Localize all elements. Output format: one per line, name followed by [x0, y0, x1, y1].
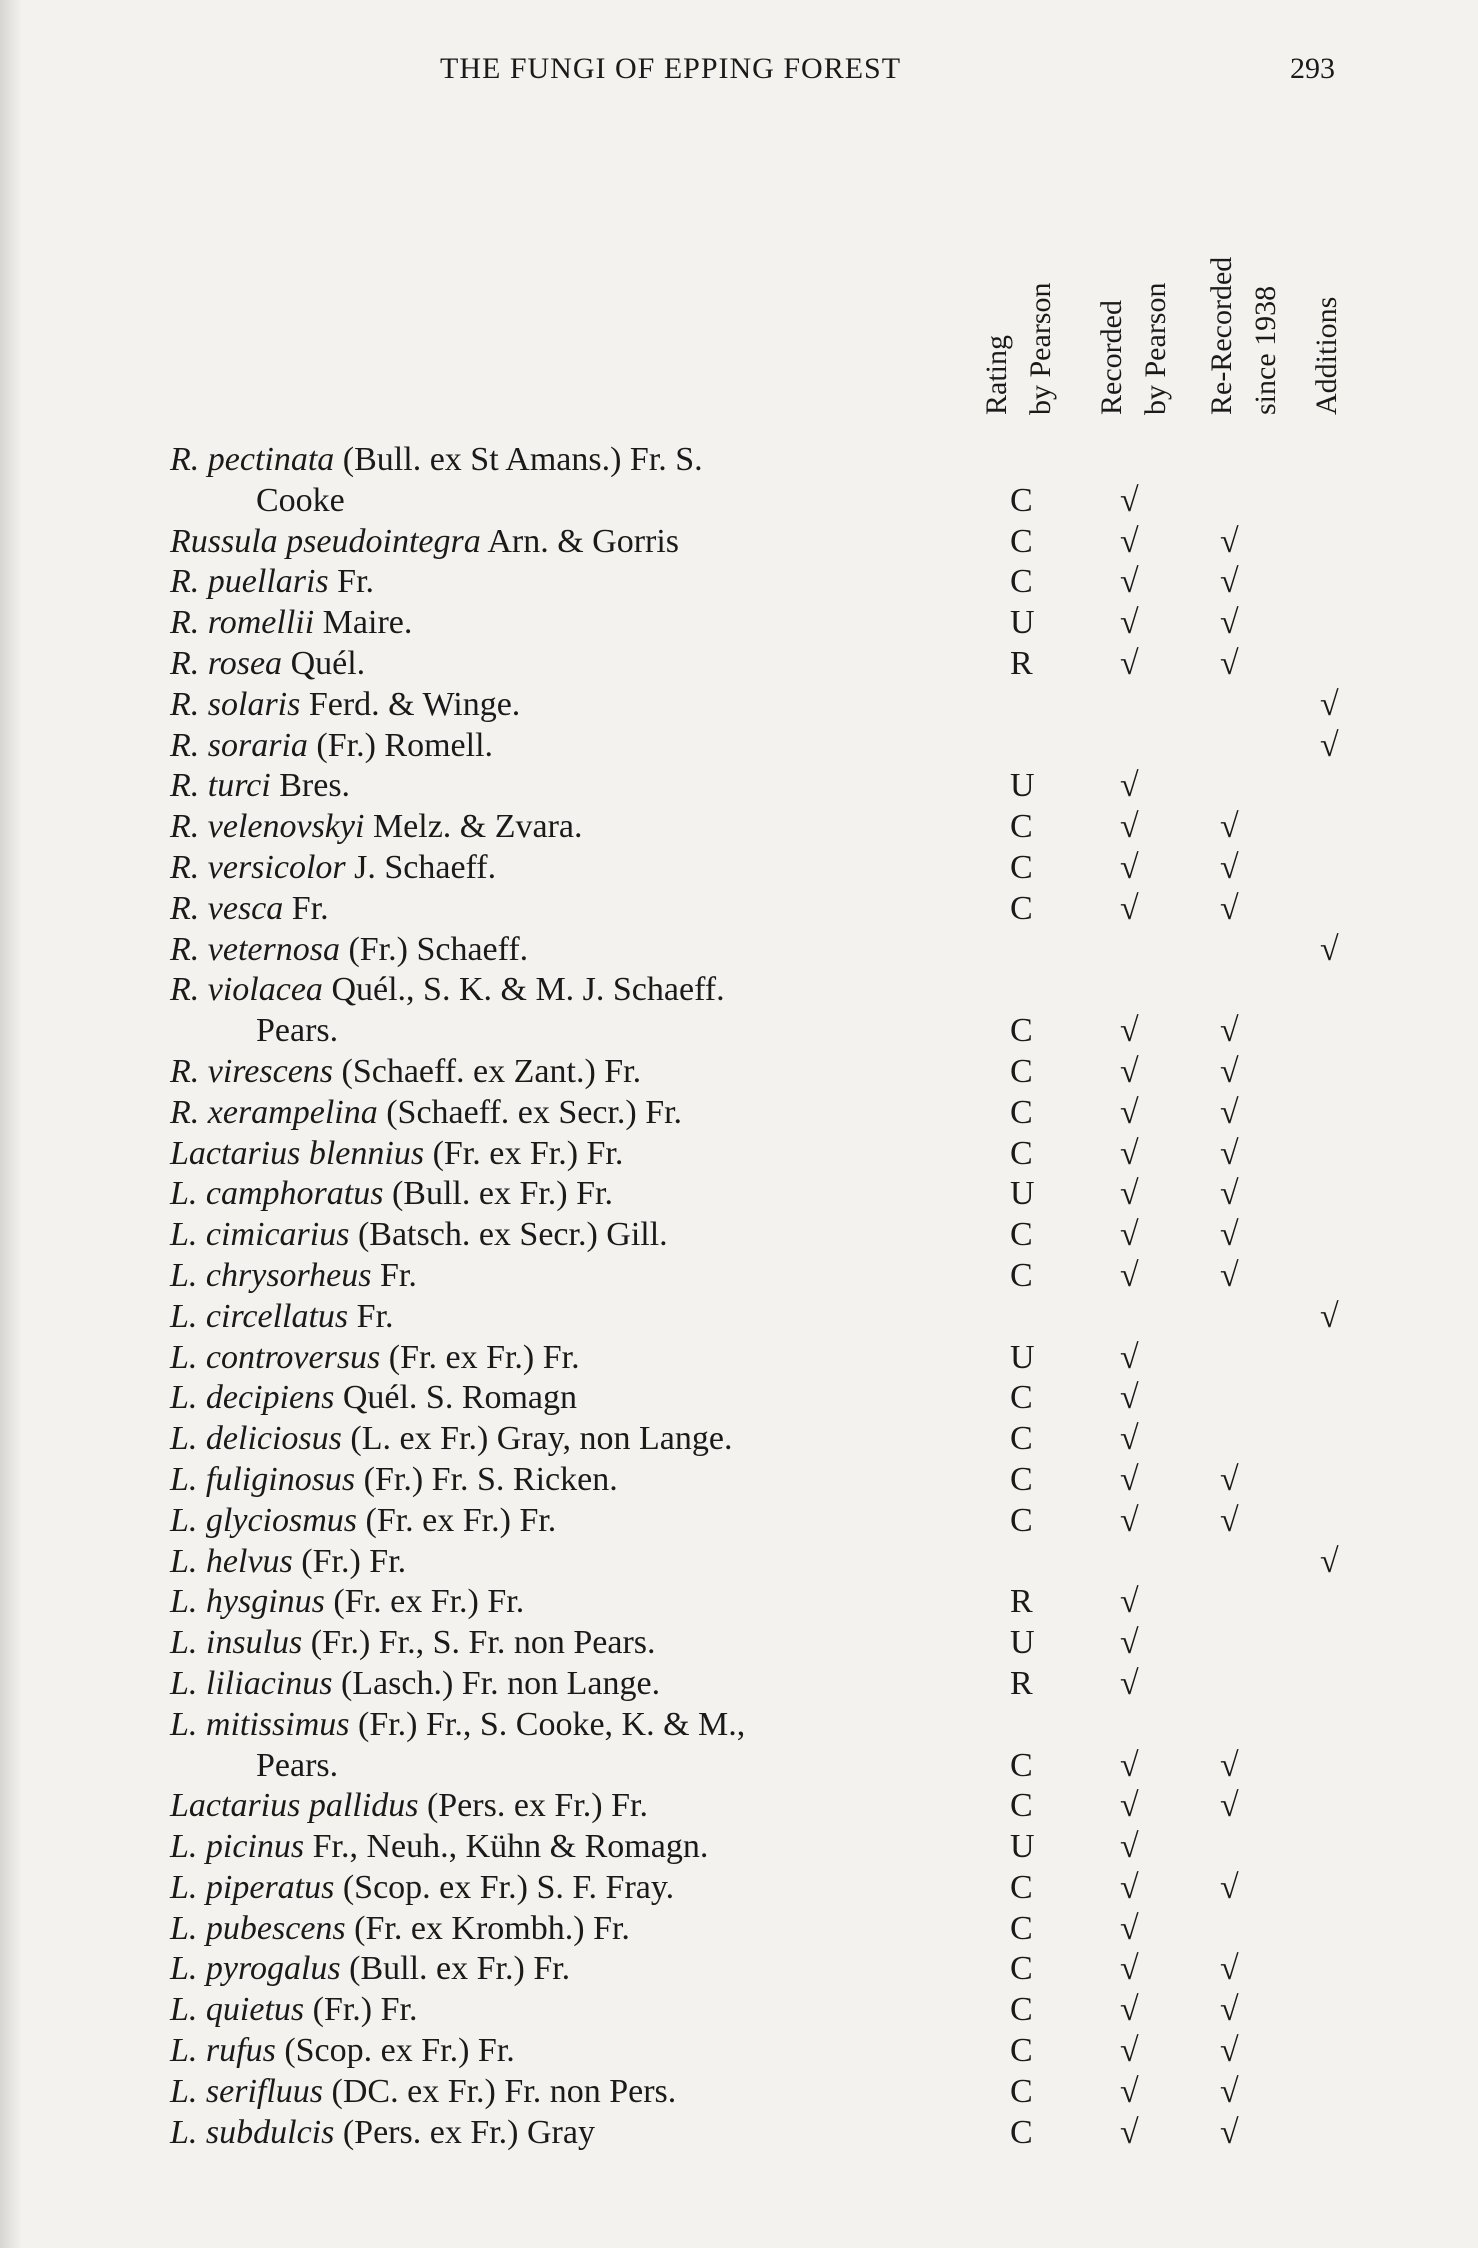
recorded-check: √: [1120, 848, 1139, 886]
table-row: [170, 1868, 1380, 1909]
species-authority: Quél. S. Romagn: [334, 1379, 578, 1417]
species-name: [170, 889, 329, 930]
rating-mark: C: [1010, 1460, 1033, 1498]
species-authority: (L. ex Fr.) Gray, non Lange.: [341, 1420, 733, 1458]
recorded-check: √: [1120, 1868, 1139, 1906]
species-name: [170, 2113, 595, 2154]
species-name: [170, 1582, 524, 1623]
table-row: [170, 1174, 1380, 1215]
species-name: [170, 1623, 656, 1664]
table-row: [170, 1052, 1380, 1093]
rerecorded-check: √: [1220, 522, 1239, 560]
species-authority: (Fr.) Fr., S. Fr. non Pears.: [302, 1624, 656, 1662]
table-row: [170, 440, 1380, 481]
species-authority: (Batsch. ex Secr.) Gill.: [349, 1216, 668, 1254]
species-authority: (Fr. ex Fr.) Fr.: [380, 1338, 580, 1376]
recorded-check: √: [1120, 1052, 1139, 1090]
column-header-line: Rating: [980, 335, 1013, 415]
species-binomial: L. subdulcis: [170, 2113, 335, 2151]
species-name: [170, 848, 496, 889]
rerecorded-check: √: [1220, 1991, 1239, 2029]
rerecorded-check: √: [1220, 2113, 1239, 2151]
species-authority: (Fr.) Romell.: [307, 726, 494, 764]
table-row: [170, 1909, 1380, 1950]
species-name: [170, 562, 374, 603]
species-name: [170, 1909, 630, 1950]
recorded-check: √: [1120, 1420, 1139, 1458]
rerecorded-check: √: [1220, 1052, 1239, 1090]
species-name: [256, 1011, 338, 1052]
species-binomial: L. deliciosus: [170, 1420, 342, 1458]
rerecorded-check: √: [1220, 1175, 1239, 1213]
rating-mark: C: [1010, 1256, 1033, 1294]
column-header-line: by Pearson: [1024, 282, 1057, 415]
species-binomial: R. romellii: [170, 604, 315, 642]
recorded-check: √: [1120, 1624, 1139, 1662]
species-name: [170, 1501, 556, 1542]
species-binomial: R. turci: [170, 767, 271, 805]
species-authority: Fr.: [371, 1256, 417, 1294]
rerecorded-check: √: [1220, 1746, 1239, 1784]
recorded-check: √: [1120, 1664, 1139, 1702]
species-authority: Fr.: [348, 1297, 394, 1335]
recorded-check: √: [1120, 1460, 1139, 1498]
recorded-check: √: [1120, 1828, 1139, 1866]
species-name: [170, 1990, 417, 2031]
species-binomial: L. pubescens: [170, 1909, 346, 1947]
species-name: [170, 930, 528, 971]
species-binomial: Russula pseudointegra: [170, 522, 481, 560]
species-binomial: L. mitissimus: [170, 1705, 350, 1743]
table-row: [170, 1501, 1380, 1542]
species-name: [170, 1542, 406, 1583]
species-authority: (Pers. ex Fr.) Fr.: [418, 1787, 648, 1825]
species-binomial: R. virescens: [170, 1052, 334, 1090]
species-binomial: L. serifluus: [170, 2072, 324, 2110]
rerecorded-check: √: [1220, 808, 1239, 846]
rerecorded-check: √: [1220, 1093, 1239, 1131]
table-row: [170, 1338, 1380, 1379]
table-row: [170, 603, 1380, 644]
recorded-check: √: [1120, 2072, 1139, 2110]
species-binomial: R. xerampelina: [170, 1093, 378, 1131]
rating-mark: C: [1010, 1052, 1033, 1090]
species-binomial: L. piperatus: [170, 1868, 335, 1906]
species-table: [170, 440, 1380, 2153]
species-authority: (Fr.) Fr. S. Ricken.: [355, 1460, 618, 1498]
rerecorded-check: √: [1220, 1868, 1239, 1906]
table-row: [170, 1460, 1380, 1501]
species-authority: Ferd. & Winge.: [300, 685, 521, 723]
rerecorded-check: √: [1220, 604, 1239, 642]
species-authority: Bres.: [270, 767, 351, 805]
column-header-additions: [1305, 135, 1415, 415]
recorded-check: √: [1120, 604, 1139, 642]
species-binomial: L. camphoratus: [170, 1175, 384, 1213]
recorded-check: √: [1120, 1991, 1139, 2029]
recorded-check: √: [1120, 1909, 1139, 1947]
species-authority: Fr.: [283, 889, 329, 927]
species-authority: Fr.: [328, 563, 375, 601]
table-row: [170, 766, 1380, 807]
table-row: [170, 1134, 1380, 1175]
species-binomial: R. vesca: [170, 889, 284, 927]
table-row: [170, 1786, 1380, 1827]
recorded-check: √: [1120, 481, 1139, 519]
column-header-rating: [975, 135, 1085, 415]
rerecorded-check: √: [1220, 1501, 1239, 1539]
table-row: [170, 1256, 1380, 1297]
species-name: [170, 1664, 660, 1705]
rating-mark: C: [1010, 1950, 1033, 1988]
table-row: [170, 522, 1380, 563]
species-authority: (Fr. ex Fr.) Fr.: [324, 1583, 525, 1621]
table-row: [170, 481, 1380, 522]
species-name: [170, 1297, 394, 1338]
recorded-check: √: [1120, 1746, 1139, 1784]
species-authority: (Fr. ex Krombh.) Fr.: [345, 1909, 630, 1947]
species-name: [170, 1868, 674, 1909]
rerecorded-check: √: [1220, 2072, 1239, 2110]
rating-mark: C: [1010, 1868, 1033, 1906]
column-header-line: Recorded: [1095, 300, 1128, 415]
rating-mark: C: [1010, 1012, 1033, 1050]
species-binomial: R. solaris: [170, 685, 301, 723]
rating-mark: C: [1010, 2113, 1033, 2151]
species-binomial: L. fuliginosus: [170, 1460, 356, 1498]
column-header-line: Re-Recorded: [1205, 256, 1238, 415]
species-authority: (Fr.) Fr., S. Cooke, K. & M.,: [349, 1705, 746, 1743]
species-binomial: L. insulus: [170, 1624, 303, 1662]
recorded-check: √: [1120, 1787, 1139, 1825]
recorded-check: √: [1120, 563, 1139, 601]
recorded-check: √: [1120, 767, 1139, 805]
species-name: [170, 685, 520, 726]
species-name: [256, 481, 345, 522]
recorded-check: √: [1120, 1583, 1139, 1621]
rating-mark: C: [1010, 1909, 1033, 1947]
species-binomial: Lactarius pallidus: [170, 1787, 419, 1825]
species-name: [170, 1052, 641, 1093]
rerecorded-check: √: [1220, 2032, 1239, 2070]
species-name: [170, 1786, 648, 1827]
species-authority: (Fr.) Fr.: [304, 1991, 418, 2029]
recorded-check: √: [1120, 1950, 1139, 1988]
addition-check: √: [1320, 930, 1339, 968]
species-name: [170, 726, 493, 767]
species-name: [170, 1338, 580, 1379]
species-binomial: R. veternosa: [170, 930, 340, 968]
rating-mark: C: [1010, 1787, 1033, 1825]
rating-mark: C: [1010, 563, 1033, 601]
species-binomial: L. decipiens: [170, 1379, 335, 1417]
rating-mark: R: [1010, 1583, 1033, 1621]
species-authority: (Scop. ex Fr.) S. F. Fray.: [334, 1868, 675, 1906]
species-binomial: L. hysginus: [170, 1583, 325, 1621]
species-authority: (Scop. ex Fr.) Fr.: [275, 2032, 515, 2070]
table-row: [170, 1093, 1380, 1134]
running-title: THE FUNGI OF EPPING FOREST: [440, 52, 902, 85]
species-authority: Cooke: [256, 481, 345, 519]
page-edge-shadow: [0, 0, 22, 2248]
species-name: [170, 603, 412, 644]
species-name: [170, 1093, 682, 1134]
recorded-check: √: [1120, 2032, 1139, 2070]
rerecorded-check: √: [1220, 563, 1239, 601]
recorded-check: √: [1120, 1501, 1139, 1539]
species-authority: (Pers. ex Fr.) Gray: [334, 2113, 595, 2151]
species-binomial: L. circellatus: [170, 1297, 349, 1335]
rerecorded-check: √: [1220, 1787, 1239, 1825]
table-row: [170, 726, 1380, 767]
species-authority: (Schaeff. ex Zant.) Fr.: [333, 1052, 642, 1090]
recorded-check: √: [1120, 1256, 1139, 1294]
table-row: [170, 2031, 1380, 2072]
species-authority: (Bull. ex Fr.) Fr.: [340, 1950, 571, 1988]
recorded-check: √: [1120, 1093, 1139, 1131]
species-name: [170, 1174, 613, 1215]
species-name: [170, 522, 679, 563]
table-row: [170, 1419, 1380, 1460]
rating-mark: C: [1010, 1746, 1033, 1784]
species-authority: Pears.: [256, 1746, 339, 1784]
table-row: [170, 970, 1380, 1011]
table-row: [170, 807, 1380, 848]
table-row: [170, 848, 1380, 889]
species-name: [170, 2072, 676, 2113]
species-authority: Pears.: [256, 1012, 339, 1050]
column-header-line: Additions: [1310, 296, 1343, 415]
species-authority: Fr., Neuh., Kühn & Romagn.: [304, 1828, 709, 1866]
table-row: [170, 1542, 1380, 1583]
species-name: [170, 644, 365, 685]
species-binomial: R. versicolor: [170, 848, 346, 886]
table-row: [170, 1582, 1380, 1623]
species-authority: (Schaeff. ex Secr.) Fr.: [377, 1093, 683, 1131]
addition-check: √: [1320, 726, 1339, 764]
rerecorded-check: √: [1220, 1134, 1239, 1172]
rating-mark: C: [1010, 889, 1033, 927]
addition-check: √: [1320, 1542, 1339, 1580]
species-authority: (Fr. ex Fr.) Fr.: [424, 1134, 624, 1172]
rerecorded-check: √: [1220, 1256, 1239, 1294]
species-binomial: Lactarius blennius: [170, 1134, 425, 1172]
table-row: [170, 1623, 1380, 1664]
table-row: [170, 889, 1380, 930]
rating-mark: C: [1010, 2032, 1033, 2070]
rating-mark: C: [1010, 1501, 1033, 1539]
species-binomial: R. soraria: [170, 726, 308, 764]
rerecorded-check: √: [1220, 1460, 1239, 1498]
rerecorded-check: √: [1220, 644, 1239, 682]
rating-mark: C: [1010, 848, 1033, 886]
species-authority: Quél.: [282, 644, 366, 682]
rating-mark: C: [1010, 1134, 1033, 1172]
species-name: [256, 1746, 338, 1787]
rating-mark: U: [1010, 1624, 1035, 1662]
rating-mark: U: [1010, 1338, 1035, 1376]
rating-mark: U: [1010, 767, 1035, 805]
species-binomial: L. glyciosmus: [170, 1501, 357, 1539]
column-header-recorded: [1090, 135, 1200, 415]
species-binomial: L. liliacinus: [170, 1664, 333, 1702]
rating-mark: C: [1010, 481, 1033, 519]
recorded-check: √: [1120, 1134, 1139, 1172]
rating-mark: C: [1010, 808, 1033, 846]
table-row: [170, 1746, 1380, 1787]
rating-mark: U: [1010, 1828, 1035, 1866]
species-authority: (Fr. ex Fr.) Fr.: [357, 1501, 557, 1539]
table-row: [170, 1664, 1380, 1705]
recorded-check: √: [1120, 889, 1139, 927]
rating-mark: U: [1010, 604, 1035, 642]
species-authority: Quél., S. K. & M. J. Schaeff.: [322, 971, 725, 1009]
addition-check: √: [1320, 685, 1339, 723]
species-binomial: L. controversus: [170, 1338, 381, 1376]
species-name: [170, 1705, 745, 1746]
species-binomial: L. pyrogalus: [170, 1950, 341, 1988]
rating-mark: C: [1010, 1379, 1033, 1417]
species-authority: (Lasch.) Fr. non Lange.: [332, 1664, 661, 1702]
rating-mark: C: [1010, 1216, 1033, 1254]
table-row: [170, 1215, 1380, 1256]
species-authority: (Bull. ex Fr.) Fr.: [383, 1175, 613, 1213]
table-row: [170, 1011, 1380, 1052]
table-row: [170, 562, 1380, 603]
species-authority: (Fr.) Schaeff.: [339, 930, 529, 968]
recorded-check: √: [1120, 522, 1139, 560]
species-binomial: L. quietus: [170, 1991, 305, 2029]
species-binomial: L. helvus: [170, 1542, 293, 1580]
recorded-check: √: [1120, 2113, 1139, 2151]
species-name: [170, 1134, 623, 1175]
column-header-line: by Pearson: [1139, 282, 1172, 415]
rating-mark: R: [1010, 1664, 1033, 1702]
rerecorded-check: √: [1220, 848, 1239, 886]
table-row: [170, 1705, 1380, 1746]
recorded-check: √: [1120, 808, 1139, 846]
species-authority: (Fr.) Fr.: [292, 1542, 407, 1580]
recorded-check: √: [1120, 1338, 1139, 1376]
recorded-check: √: [1120, 1012, 1139, 1050]
species-name: [170, 970, 725, 1011]
species-name: [170, 1827, 708, 1868]
recorded-check: √: [1120, 644, 1139, 682]
species-authority: Arn. & Gorris: [480, 522, 680, 560]
table-row: [170, 1990, 1380, 2031]
table-row: [170, 1378, 1380, 1419]
rating-mark: C: [1010, 2072, 1033, 2110]
rating-mark: R: [1010, 644, 1033, 682]
rerecorded-check: √: [1220, 1012, 1239, 1050]
recorded-check: √: [1120, 1175, 1139, 1213]
table-row: [170, 2072, 1380, 2113]
species-name: [170, 807, 583, 848]
table-row: [170, 930, 1380, 971]
page-number: 293: [1290, 52, 1335, 85]
species-name: [170, 1215, 668, 1256]
rating-mark: C: [1010, 1991, 1033, 2029]
recorded-check: √: [1120, 1379, 1139, 1417]
addition-check: √: [1320, 1297, 1339, 1335]
rating-mark: U: [1010, 1175, 1035, 1213]
species-binomial: R. puellaris: [170, 563, 329, 601]
species-binomial: L. rufus: [170, 2032, 276, 2070]
species-name: [170, 440, 703, 481]
rerecorded-check: √: [1220, 889, 1239, 927]
species-binomial: L. picinus: [170, 1828, 305, 1866]
table-row: [170, 685, 1380, 726]
species-name: [170, 766, 350, 807]
column-header-rerecorded: [1200, 135, 1310, 415]
species-authority: (DC. ex Fr.) Fr. non Pers.: [323, 2072, 677, 2110]
table-row: [170, 1827, 1380, 1868]
table-row: [170, 2113, 1380, 2154]
species-binomial: R. violacea: [170, 971, 323, 1009]
species-authority: Maire.: [314, 604, 413, 642]
species-name: [170, 1378, 577, 1419]
species-name: [170, 1256, 417, 1297]
species-name: [170, 2031, 515, 2072]
species-binomial: L. chrysorheus: [170, 1256, 372, 1294]
species-authority: (Bull. ex St Amans.) Fr. S.: [334, 441, 703, 478]
species-authority: Melz. & Zvara.: [364, 808, 583, 846]
running-head: [0, 52, 1478, 102]
recorded-check: √: [1120, 1216, 1139, 1254]
table-row: [170, 644, 1380, 685]
column-header-line: since 1938: [1249, 285, 1282, 415]
rating-mark: C: [1010, 1093, 1033, 1131]
species-name: [170, 1949, 570, 1990]
species-name: [170, 1419, 732, 1460]
species-name: [170, 1460, 618, 1501]
rating-mark: C: [1010, 522, 1033, 560]
rerecorded-check: √: [1220, 1216, 1239, 1254]
species-authority: J. Schaeff.: [345, 848, 497, 886]
species-binomial: R. pectinata: [170, 441, 335, 478]
rerecorded-check: √: [1220, 1950, 1239, 1988]
table-row: [170, 1949, 1380, 1990]
species-binomial: L. cimicarius: [170, 1216, 350, 1254]
species-binomial: R. rosea: [170, 644, 283, 682]
rating-mark: C: [1010, 1420, 1033, 1458]
table-row: [170, 1297, 1380, 1338]
species-binomial: R. velenovskyi: [170, 808, 365, 846]
